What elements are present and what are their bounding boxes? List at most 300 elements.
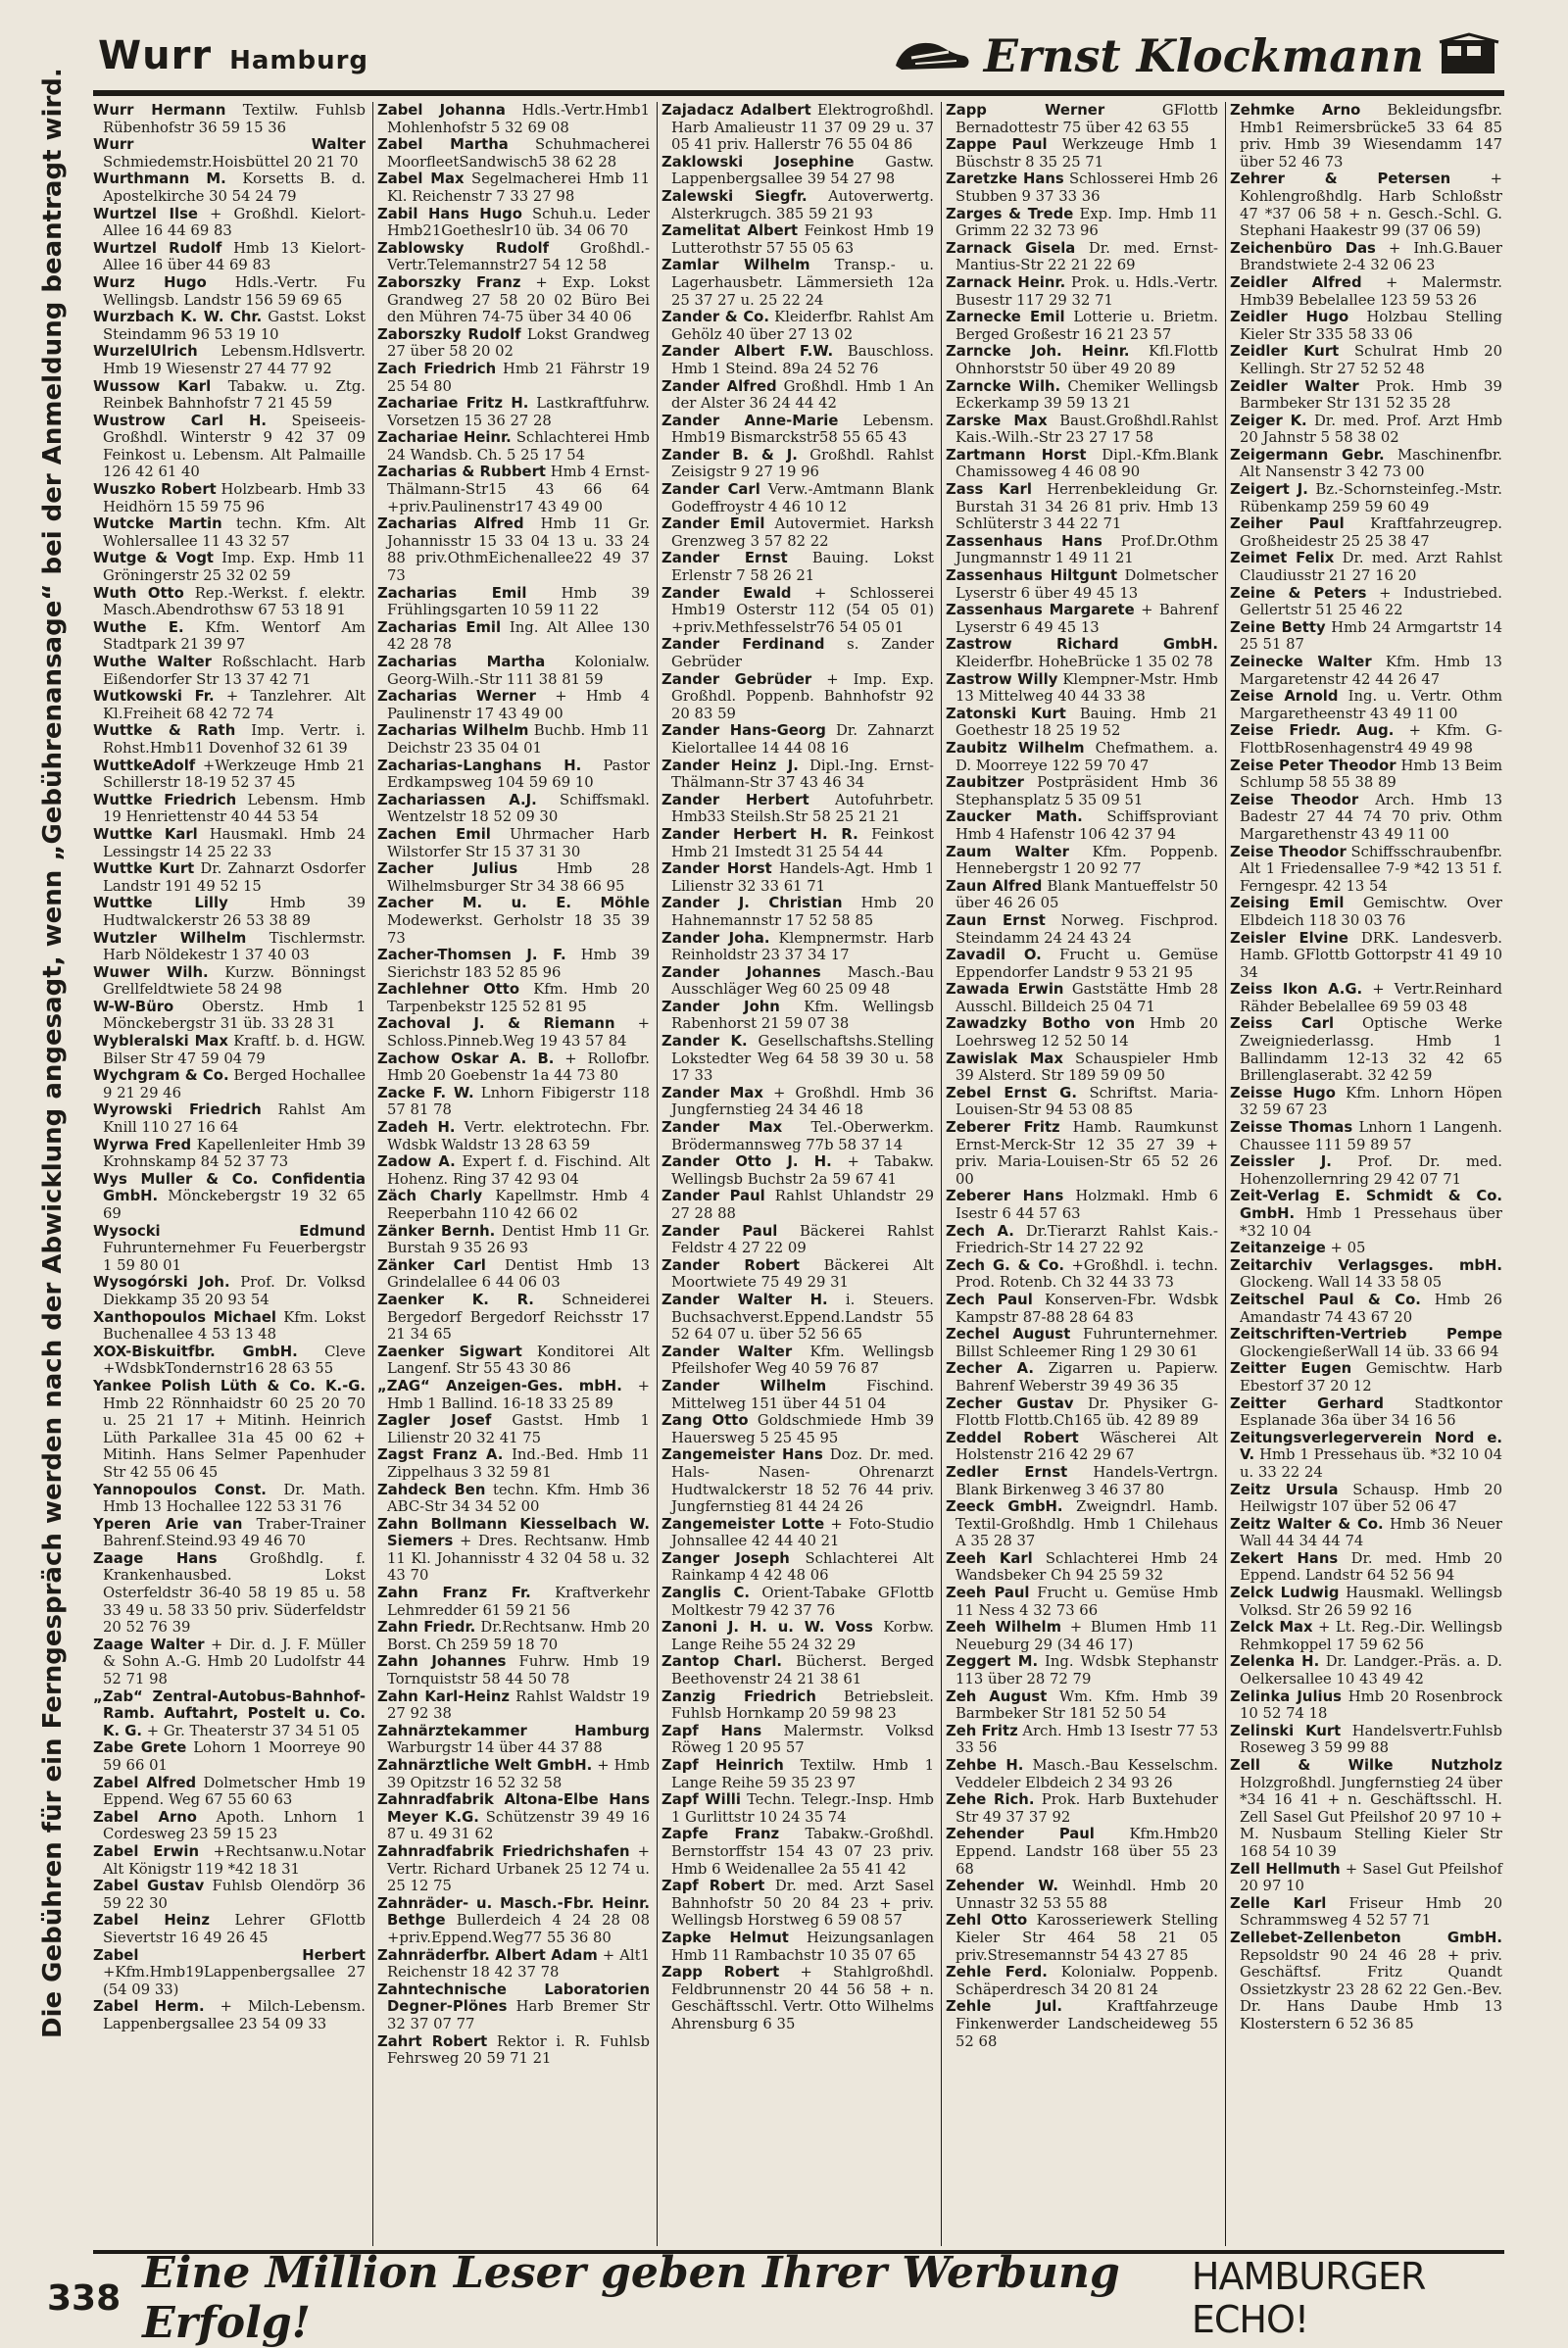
entry-name: Zabe Grete bbox=[93, 1739, 187, 1757]
directory-entry bbox=[377, 1153, 650, 1188]
directory-entry bbox=[377, 1085, 650, 1119]
entry-name: Zahnradfabrik Altona-Elbe Hans Meyer K.G. bbox=[377, 1791, 650, 1826]
directory-entry bbox=[377, 1947, 650, 1981]
entry-details: Kfm. Wentorf Am Stadtpark 21 39 97 bbox=[103, 618, 366, 654]
directory-entry bbox=[946, 1688, 1218, 1723]
entry-details: + Industriebed. Gellertstr 51 25 46 22 bbox=[1240, 584, 1502, 619]
entry-details: Klempnermstr. Harb Reinholdstr 23 37 34 17 bbox=[671, 929, 934, 964]
entry-name: Zander Joha. bbox=[662, 929, 770, 947]
entry-details: Modewerkst. Gerholstr 18 35 39 73 bbox=[387, 911, 650, 947]
directory-entry bbox=[377, 722, 650, 757]
directory-entry bbox=[377, 1723, 650, 1757]
entry-details: Vertr. elektrotechn. Fbr. Wdsbk Waldstr 13 28 63 59 bbox=[387, 1119, 650, 1153]
entry-name: Zabel Heinz bbox=[93, 1912, 210, 1930]
entry-name: Zehe Rich. bbox=[946, 1791, 1035, 1809]
directory-entry bbox=[93, 758, 366, 792]
directory-entry bbox=[946, 636, 1218, 670]
entry-name: Zander J. Christian bbox=[662, 895, 843, 912]
entry-details: Dr. Zahnarzt Kielortallee 14 44 08 16 bbox=[671, 722, 934, 757]
directory-entry bbox=[662, 1412, 934, 1446]
directory-entry bbox=[377, 860, 650, 895]
entry-name: Zabel Max bbox=[377, 171, 465, 188]
entry-name: Zachariae Fritz H. bbox=[377, 395, 529, 413]
entry-name: Zeitter Gerhard bbox=[1230, 1394, 1384, 1412]
entry-details: Hdls.-Vertr. Fu Wellingsb. Landstr 156 59 69 65 bbox=[103, 273, 366, 309]
directory-entry bbox=[946, 1998, 1218, 2050]
entry-name: Wurthmann M. bbox=[93, 171, 226, 188]
entry-name: Zacharias-Langhans H. bbox=[377, 757, 582, 774]
entry-details: Handels-Agt. Hmb 1 Lilienstr 32 33 61 71 bbox=[671, 860, 934, 895]
directory-entry bbox=[662, 1550, 934, 1585]
entry-name: Zeissler J. bbox=[1230, 1153, 1332, 1171]
entry-details: Apoth. Lnhorn 1 Cordesweg 23 59 15 23 bbox=[103, 1808, 366, 1843]
entry-name: Wuttke Karl bbox=[93, 825, 198, 843]
entry-details: Karosseriewerk Stelling Kieler Str 464 58 21 05 priv.Stresemannstr 54 43 27 85 bbox=[956, 1912, 1218, 1964]
entry-name: Zander Emil bbox=[662, 515, 765, 533]
entry-name: Zänker Bernh. bbox=[377, 1222, 496, 1240]
entry-details: Hmb 39 Sierichstr 183 52 85 96 bbox=[387, 947, 650, 981]
directory-entry bbox=[93, 1998, 366, 2032]
entry-details: +Großhdl. i. techn. Prod. Rotenb. Ch 32 44 33 73 bbox=[956, 1256, 1218, 1292]
directory-entry bbox=[946, 706, 1218, 740]
entry-name: Zehender Paul bbox=[946, 1826, 1095, 1843]
entry-details: Schlachterei Hmb 24 Wandsb. Ch. 5 25 17 54 bbox=[387, 429, 650, 464]
entry-details: Kolonialw. Georg-Wilh.-Str 111 38 81 59 bbox=[387, 654, 650, 688]
entry-name: Zäch Charly bbox=[377, 1188, 483, 1205]
entry-details: Schulrat Hmb 20 Kellingh. Str 27 52 52 48 bbox=[1240, 343, 1502, 377]
entry-details: Handelsvertr.Fuhlsb Roseweg 3 59 99 88 bbox=[1240, 1722, 1502, 1757]
entry-name: Zahn Karl-Heinz bbox=[377, 1688, 510, 1705]
directory-entry bbox=[377, 1981, 650, 2033]
entry-details: Schausp. Hmb 20 Heilwigstr 107 über 52 06 47 bbox=[1240, 1481, 1502, 1516]
entry-details: Hmb 20 Loehrsweg 12 52 50 14 bbox=[956, 1015, 1218, 1051]
directory-entry bbox=[662, 481, 934, 515]
entry-name: Zelck Ludwig bbox=[1230, 1585, 1340, 1602]
directory-entry bbox=[946, 1085, 1218, 1119]
directory-entry bbox=[946, 1119, 1218, 1188]
entry-details: Schneiderei Bergedorf Bergedorf Reichsstr 17 21 34 65 bbox=[387, 1291, 650, 1344]
directory-entry bbox=[946, 1619, 1218, 1653]
entry-name: Zang Otto bbox=[662, 1412, 749, 1430]
entry-name: Zeh August bbox=[946, 1688, 1048, 1705]
entry-name: Zeitanzeige bbox=[1230, 1240, 1326, 1257]
entry-details: Hmb 20 Rosenbrock 10 52 74 18 bbox=[1240, 1688, 1502, 1723]
entry-details: Hmb 21 Fährstr 19 25 54 80 bbox=[387, 360, 650, 395]
entry-name: Zander Otto J. H. bbox=[662, 1153, 832, 1171]
entry-details: Frucht u. Gemüse Hmb 11 Ness 4 32 73 66 bbox=[956, 1585, 1218, 1619]
directory-entry bbox=[1230, 240, 1502, 274]
entry-details: Segelmacherei Hmb 11 Kl. Reichenstr 7 33 27 98 bbox=[387, 171, 650, 205]
entry-name: Wutkowski Fr. bbox=[93, 688, 215, 706]
column-divider bbox=[941, 102, 942, 2246]
entry-details: Gastw. Lappenbergsallee 39 54 27 98 bbox=[671, 153, 934, 188]
directory-entry bbox=[377, 1344, 650, 1378]
directory-entry bbox=[946, 274, 1218, 309]
entry-details: + Alt1 Reichenstr 18 42 37 78 bbox=[387, 1946, 650, 1981]
entry-name: Zander Paul bbox=[662, 1188, 765, 1205]
entry-details: + Inh.G.Bauer Brandstwiete 2-4 32 06 23 bbox=[1240, 239, 1502, 274]
entry-details: Kfm. Hmb 13 Margaretenstr 42 44 26 47 bbox=[1240, 654, 1502, 688]
entry-details: + Tanzlehrer. Alt Kl.Freiheit 68 42 72 74 bbox=[103, 688, 366, 722]
entry-details: Kfm. Lokst Buchenallee 4 53 13 48 bbox=[103, 1308, 366, 1344]
directory-entry bbox=[377, 361, 650, 395]
entry-details: Doz. Dr. med. Hals- Nasen- Ohrenarzt Hudtwalckerstr 18 52 76 44 priv. Jungfernstieg 81 44 24 26 bbox=[671, 1446, 934, 1516]
entry-details: +Werkzeuge Hmb 21 Schillerstr 18-19 52 37 45 bbox=[103, 757, 366, 792]
entry-details: Schauspieler Hmb 39 Alsterd. Str 189 59 09 50 bbox=[956, 1050, 1218, 1085]
entry-name: Zeine & Peters bbox=[1230, 584, 1367, 602]
entry-name: Zander B. & J. bbox=[662, 446, 798, 464]
directory-entry bbox=[377, 758, 650, 792]
entry-details: Buchb. Hmb 11 Deichstr 23 35 04 01 bbox=[387, 722, 650, 757]
entry-details: Lotterie u. Brietm. Berged Großestr 16 21 23 57 bbox=[956, 309, 1218, 343]
directory-entry bbox=[1230, 895, 1502, 929]
directory-entry bbox=[377, 1843, 650, 1895]
entry-details: Schiffsschraubenfbr. Alt 1 Friedensallee 7-9 *42 13 51 f. Ferngespr. 42 13 54 bbox=[1240, 843, 1502, 895]
directory-entry bbox=[946, 1188, 1218, 1222]
entry-name: Wurz Hugo bbox=[93, 273, 207, 291]
entry-details: + Bahrenf Lyserstr 6 49 45 13 bbox=[956, 602, 1218, 636]
directory-entry bbox=[1230, 1360, 1502, 1394]
directory-entry bbox=[946, 378, 1218, 413]
directory-entry bbox=[93, 585, 366, 619]
directory-entry bbox=[93, 1809, 366, 1843]
entry-details: + Hmb 1 Ballind. 16-18 33 25 89 bbox=[387, 1377, 650, 1412]
entry-name: Zander K. bbox=[662, 1033, 748, 1051]
directory-entry bbox=[1230, 1516, 1502, 1550]
directory-entry bbox=[1230, 1550, 1502, 1585]
entry-details: Rep.-Werkst. f. elektr. Masch.Abendrothsw 67 53 18 91 bbox=[103, 584, 366, 619]
entry-name: Zachlehner Otto bbox=[377, 981, 520, 999]
entry-name: Zeitz Ursula bbox=[1230, 1481, 1339, 1498]
entry-name: Zeimet Felix bbox=[1230, 550, 1335, 567]
entry-details: Kfm. Poppenb. Hennebergstr 1 20 92 77 bbox=[956, 843, 1218, 878]
entry-details: Orient-Tabake GFlottb Moltkestr 79 42 37 76 bbox=[671, 1585, 934, 1619]
entry-name: Wysogórski Joh. bbox=[93, 1274, 230, 1292]
entry-details: + Exp. Lokst Grandweg 27 58 20 02 Büro Bei den Mühren 74-75 über 34 40 06 bbox=[387, 273, 650, 326]
entry-name: Zeitter Eugen bbox=[1230, 1360, 1352, 1378]
entry-details: Lnhorn Fibigerstr 118 57 81 78 bbox=[387, 1084, 650, 1119]
directory-entry bbox=[662, 1292, 934, 1344]
entry-details: Feinkost Hmb 19 Lutterothstr 57 55 05 63 bbox=[671, 222, 934, 257]
directory-entry bbox=[946, 1395, 1218, 1430]
entry-details: Schmiedemstr.Hoisbüttel 20 21 70 bbox=[103, 153, 359, 171]
directory-entry bbox=[377, 1791, 650, 1843]
entry-name: Zeisse Thomas bbox=[1230, 1119, 1353, 1137]
entry-details: Großhdlg. f. Krankenhausbed. Lokst Osterfeldstr 36-40 58 19 85 u. 58 33 49 u. 58 33 50 priv. Süderfeldstr 20 52 76 39 bbox=[103, 1549, 366, 1637]
entry-name: Wybleralski Max bbox=[93, 1033, 228, 1051]
directory-entry bbox=[946, 602, 1218, 636]
directory-entry bbox=[93, 1550, 366, 1637]
entry-name: Zarnack Heinr. bbox=[946, 273, 1066, 291]
directory-entry bbox=[946, 1826, 1218, 1878]
directory-entry bbox=[1230, 1723, 1502, 1757]
directory-entry bbox=[93, 1223, 366, 1275]
directory-entry bbox=[377, 464, 650, 515]
directory-entry bbox=[1230, 1861, 1502, 1895]
entry-name: Zeggert M. bbox=[946, 1653, 1039, 1671]
entry-name: Zeigermann Gebr. bbox=[1230, 446, 1385, 464]
directory-entry bbox=[93, 619, 366, 654]
entry-name: Zeise Friedr. Aug. bbox=[1230, 722, 1395, 740]
entry-name: Zeigert J. bbox=[1230, 481, 1308, 499]
entry-details: Oberstz. Hmb 1 Mönckebergstr 31 üb. 33 28 31 bbox=[103, 998, 366, 1033]
directory-entry bbox=[93, 688, 366, 722]
entry-details: Bz.-Schornsteinfeg.-Mstr. Rübenkamp 259 59 60 49 bbox=[1240, 481, 1502, 515]
directory-entry bbox=[662, 671, 934, 723]
entry-details: GFlottb Bernadottestr 75 über 42 63 55 bbox=[956, 102, 1218, 136]
directory-entry bbox=[662, 999, 934, 1033]
directory-entry bbox=[93, 1947, 366, 1999]
entry-name: Zeise Theodor bbox=[1230, 843, 1347, 860]
entry-name: Zajadacz Adalbert bbox=[662, 102, 811, 119]
directory-entry bbox=[662, 343, 934, 377]
entry-details: + Imp. Exp. Großhdl. Poppenb. Bahnhofstr 92 20 83 59 bbox=[671, 670, 934, 722]
entry-name: Zalewski Siegfr. bbox=[662, 187, 808, 205]
entry-details: Rahlst Am Knill 110 27 16 64 bbox=[103, 1101, 366, 1137]
entry-name: Zeidler Kurt bbox=[1230, 343, 1340, 361]
entry-details: Arch. Hmb 13 Badestr 27 44 74 70 priv. Othm Margarethenstr 43 49 11 00 bbox=[1240, 791, 1502, 843]
directory-entry bbox=[662, 1964, 934, 2032]
entry-details: Optische Werke Zweigniederlassg. Hmb 1 Ballindamm 12-13 32 42 65 Brillenglaserabt. 32 42 59 bbox=[1240, 1015, 1502, 1085]
page-number: 338 bbox=[47, 2277, 122, 2319]
entry-details: s. Zander Gebrüder bbox=[671, 636, 934, 670]
directory-entry bbox=[93, 309, 366, 343]
entry-name: Wuthe E. bbox=[93, 618, 184, 636]
entry-details: Elektrogroßhdl. Harb Amalieustr 11 37 09 29 u. 37 05 41 priv. Hallerstr 76 55 04 86 bbox=[671, 102, 934, 154]
entry-details: Chefmathem. a. D. Moorreye 122 59 70 47 bbox=[956, 739, 1218, 774]
entry-details: Maschinenfbr. Alt Nansenstr 3 42 73 00 bbox=[1240, 446, 1502, 481]
directory-entry bbox=[662, 1757, 934, 1791]
entry-name: Zander Carl bbox=[662, 481, 760, 499]
directory-entry bbox=[662, 1826, 934, 1878]
entry-name: Wurtzel Rudolf bbox=[93, 239, 222, 257]
directory-entry bbox=[1230, 447, 1502, 481]
entry-name: Zebel Ernst G. bbox=[946, 1084, 1077, 1101]
entry-name: Zeeh Paul bbox=[946, 1585, 1030, 1602]
directory-entry bbox=[377, 326, 650, 361]
entry-details: Imp. Vertr. i. Rohst.Hmb11 Dovenhof 32 61 39 bbox=[103, 722, 366, 757]
entry-details: + Rollofbr. Hmb 20 Goebenstr 1a 44 73 80 bbox=[387, 1050, 650, 1085]
entry-name: Wuthe Walter bbox=[93, 654, 212, 670]
entry-details: Hmb 22 Rönnhaidstr 60 25 20 70 u. 25 21 17 + Mitinh. Heinrich Lüth Parkallee 31a 45 00 62 + Mitinh. Hans Selmer Papenhuder Str 42 55 06 45 bbox=[103, 1394, 366, 1481]
entry-details: Dentist Hmb 13 Grindelallee 6 44 06 03 bbox=[387, 1256, 650, 1292]
directory-entry bbox=[93, 792, 366, 826]
entry-details: Feinkost Hmb 21 Imstedt 31 25 54 44 bbox=[671, 825, 934, 860]
entry-name: Zeiger K. bbox=[1230, 412, 1307, 429]
entry-details: Dipl.-Ing. Ernst-Thälmann-Str 37 43 46 34 bbox=[671, 757, 934, 792]
entry-details: + 05 bbox=[1330, 1240, 1366, 1257]
directory-entry bbox=[1230, 1653, 1502, 1688]
entry-name: Wutzler Wilhelm bbox=[93, 929, 247, 947]
entry-details: Hmb 24 Armgartstr 14 25 51 87 bbox=[1240, 618, 1502, 654]
entry-name: Zacharias Wilhelm bbox=[377, 722, 529, 740]
entry-details: Bäckerei Alt Moortwiete 75 49 29 31 bbox=[671, 1256, 934, 1292]
entry-name: Zavadil O. bbox=[946, 947, 1042, 964]
entry-name: Zach Friedrich bbox=[377, 360, 497, 377]
directory-entry bbox=[946, 1430, 1218, 1464]
entry-details: Kraftverkehr Lehmredder 61 59 21 56 bbox=[387, 1585, 650, 1619]
entry-details: Konserven-Fbr. Wdsbk Kampstr 87-88 28 64 83 bbox=[956, 1291, 1218, 1326]
entry-details: + Großhdl. Hmb 36 Jungfernstieg 24 34 46 18 bbox=[671, 1084, 934, 1119]
entry-details: Textilw. Fuhlsb Rübenhofstr 36 59 15 36 bbox=[103, 102, 366, 136]
entry-details: + Blumen Hmb 11 Neueburg 29 (34 46 17) bbox=[956, 1619, 1218, 1653]
entry-name: Wyrowski Friedrich bbox=[93, 1101, 262, 1119]
directory-entry bbox=[93, 102, 366, 136]
entry-details: Glockeng. Wall 14 33 58 05 bbox=[1240, 1274, 1443, 1292]
entry-details: Hdls.-Vertr.Hmb1 Mohlenhofstr 5 32 69 08 bbox=[387, 102, 650, 136]
entry-details: Herrenbekleidung Gr. Burstah 31 34 26 81 priv. Hmb 13 Schlüterstr 3 44 22 71 bbox=[956, 481, 1218, 533]
entry-name: Zamlar Wilhelm bbox=[662, 257, 810, 274]
entry-name: Zacharias Werner bbox=[377, 688, 536, 706]
directory-entry bbox=[377, 654, 650, 688]
entry-name: Zaretzke Hans bbox=[946, 171, 1064, 188]
entry-name: Zander Ewald bbox=[662, 584, 792, 602]
directory-entry bbox=[1230, 515, 1502, 550]
column-divider bbox=[372, 102, 373, 2246]
entry-details: Dentist Hmb 11 Gr. Burstah 9 35 26 93 bbox=[387, 1222, 650, 1257]
entry-name: Zachoval J. & Riemann bbox=[377, 1015, 615, 1033]
entry-details: Ing. Alt Allee 130 42 28 78 bbox=[387, 618, 650, 654]
entry-details: Klempner-Mstr. Hmb 13 Mittelweg 40 44 33 38 bbox=[956, 670, 1219, 706]
directory-entry bbox=[93, 515, 366, 550]
entry-details: Gaststätte Hmb 28 Ausschl. Billdeich 25 04 71 bbox=[956, 981, 1218, 1015]
entry-details: Holzbearb. Hmb 33 Heidhörn 15 59 75 96 bbox=[103, 481, 366, 515]
directory-entry bbox=[662, 964, 934, 999]
entry-name: Zeise Theodor bbox=[1230, 791, 1359, 808]
entry-name: Zacher M. u. E. Möhle bbox=[377, 895, 650, 912]
entry-name: Zelle Karl bbox=[1230, 1894, 1327, 1912]
directory-entry bbox=[377, 1585, 650, 1619]
entry-name: Zech A. bbox=[946, 1222, 1014, 1240]
entry-details: Rahlst Uhlandstr 29 27 28 88 bbox=[671, 1188, 934, 1222]
entry-name: Zaun Alfred bbox=[946, 877, 1043, 895]
entry-name: Zeh Fritz bbox=[946, 1722, 1018, 1739]
directory-entry bbox=[946, 1051, 1218, 1085]
entry-name: Zaucker Math. bbox=[946, 808, 1083, 826]
entry-name: Zander Herbert H. R. bbox=[662, 825, 858, 843]
directory-entry bbox=[93, 999, 366, 1033]
directory-entry bbox=[946, 1757, 1218, 1791]
entry-name: Zehbe H. bbox=[946, 1757, 1024, 1774]
directory-entry bbox=[946, 947, 1218, 981]
entry-details: Dipl.-Kfm.Blank Chamissoweg 4 46 08 90 bbox=[956, 446, 1218, 481]
running-title bbox=[98, 33, 368, 78]
entry-details: Kfm. Lnhorn Höpen 32 59 67 23 bbox=[1240, 1084, 1502, 1119]
entry-name: Zaun Ernst bbox=[946, 911, 1046, 929]
entry-details: + Foto-Studio Johnsallee 42 44 40 21 bbox=[671, 1515, 934, 1550]
directory-entry bbox=[377, 1895, 650, 1947]
entry-name: Zangemeister Lotte bbox=[662, 1515, 825, 1533]
directory-entry bbox=[1230, 1119, 1502, 1153]
entry-name: Zabel Arno bbox=[93, 1808, 197, 1826]
directory-entry bbox=[377, 136, 650, 171]
directory-entry bbox=[93, 722, 366, 757]
entry-name: Zagst Franz A. bbox=[377, 1446, 504, 1464]
entry-name: Zawislak Max bbox=[946, 1050, 1063, 1067]
advertiser-brand bbox=[892, 29, 1504, 82]
entry-details: Lohorn 1 Moorreye 90 59 66 01 bbox=[103, 1739, 366, 1774]
entry-details: Lebensm.Hdlsvertr. Hmb 19 Wiesenstr 27 44 77 92 bbox=[103, 343, 366, 377]
entry-details: Ind.-Bed. Hmb 11 Zippelhaus 3 32 59 81 bbox=[387, 1446, 650, 1481]
directory-entry bbox=[1230, 654, 1502, 688]
entry-name: Zabel Johanna bbox=[377, 102, 506, 119]
entry-name: Wuwer Wilh. bbox=[93, 963, 209, 981]
directory-entry bbox=[377, 1051, 650, 1085]
entry-details: Ing. Wdsbk Stephanstr 113 über 28 72 79 bbox=[956, 1653, 1218, 1688]
entry-details: Rektor i. R. Fuhlsb Fehrsweg 20 59 71 21 bbox=[387, 2032, 650, 2068]
entry-name: Wuttke & Rath bbox=[93, 722, 236, 740]
entry-name: Zabil Hans Hugo bbox=[377, 205, 522, 222]
directory-entry bbox=[93, 1739, 366, 1774]
directory-entry bbox=[946, 671, 1218, 706]
entry-details: + Tabakw. Wellingsb Buchstr 2a 59 67 41 bbox=[671, 1153, 934, 1188]
entry-name: Zeeh Wilhelm bbox=[946, 1619, 1062, 1637]
entry-name: Zass Karl bbox=[946, 481, 1032, 499]
entry-name: Zeine Betty bbox=[1230, 618, 1326, 636]
directory-entry bbox=[662, 826, 934, 860]
entry-details: Tabakw. u. Ztg. Reinbek Bahnhofstr 7 21 45 59 bbox=[103, 377, 366, 413]
entry-details: Großhdl. Rahlst Zeisigstr 9 27 19 96 bbox=[671, 446, 934, 481]
entry-details: Dr. med. Hmb 20 Eppend. Landstr 64 52 56 94 bbox=[1240, 1549, 1502, 1585]
entry-details: Lastkraftfuhrw. Vorsetzen 15 36 27 28 bbox=[387, 395, 650, 429]
entry-details: Wm. Kfm. Hmb 39 Barmbeker Str 181 52 50 54 bbox=[956, 1688, 1218, 1723]
entry-name: Zänker Carl bbox=[377, 1256, 486, 1274]
directory-entry bbox=[946, 567, 1218, 602]
entry-details: Dr. Math. Hmb 13 Hochallee 122 53 31 76 bbox=[103, 1481, 366, 1516]
entry-details: Betriebsleit. Fuhlsb Hornkamp 20 59 98 23 bbox=[671, 1688, 934, 1723]
directory-entry bbox=[377, 1292, 650, 1344]
entry-details: Hausmakl. Hmb 24 Lessingstr 14 25 22 33 bbox=[103, 825, 367, 860]
directory-entry bbox=[377, 792, 650, 826]
directory-entry bbox=[1230, 1619, 1502, 1653]
directory-entry bbox=[93, 136, 366, 171]
entry-name: Zagler Josef bbox=[377, 1412, 492, 1430]
entry-name: Zedler Ernst bbox=[946, 1463, 1068, 1481]
directory-entry bbox=[1230, 1257, 1502, 1292]
directory-entry bbox=[377, 1516, 650, 1585]
directory-entry bbox=[377, 240, 650, 274]
directory-entry bbox=[377, 895, 650, 947]
entry-name: Zeberer Hans bbox=[946, 1188, 1064, 1205]
entry-details: Kraftf. b. d. HGW. Bilser Str 47 59 04 79 bbox=[103, 1033, 366, 1067]
entry-details: Rahlst Waldstr 19 27 92 38 bbox=[387, 1688, 650, 1723]
directory-entry bbox=[1230, 1930, 1502, 2033]
entry-details: Schuh.u. Leder Hmb21Goetheslr10 üb. 34 06 70 bbox=[387, 205, 650, 240]
directory-entry bbox=[377, 688, 650, 722]
entry-name: Zander Walter H. bbox=[662, 1291, 828, 1308]
entry-name: Zaage Walter bbox=[93, 1636, 205, 1653]
entry-name: Wuttke Lilly bbox=[93, 895, 228, 912]
entry-name: Zeise Arnold bbox=[1230, 688, 1339, 706]
directory-entry bbox=[662, 1653, 934, 1688]
entry-details: Gastst. Hmb 1 Lilienstr 20 32 41 75 bbox=[387, 1412, 650, 1446]
entry-details: Dolmetscher Hmb 19 Eppend. Weg 67 55 60 63 bbox=[103, 1774, 367, 1809]
entry-name: Zaenker K. R. bbox=[377, 1291, 534, 1308]
entry-name: Zaubitz Wilhelm bbox=[946, 739, 1085, 757]
entry-details: Gastst. Lokst Steindamm 96 53 19 10 bbox=[103, 309, 366, 343]
entry-name: Zacharias Martha bbox=[377, 654, 546, 670]
directory-entry bbox=[662, 1878, 934, 1930]
entry-details: Roßschlacht. Harb Eißendorfer Str 13 37 42 71 bbox=[103, 654, 366, 688]
entry-name: Zeisse Hugo bbox=[1230, 1084, 1336, 1101]
brand-name: Ernst Klockmann bbox=[983, 29, 1424, 82]
entry-details: Verw.-Amtmann Blank Godeffroystr 4 46 10 12 bbox=[671, 481, 934, 515]
entry-name: Zander Johannes bbox=[662, 963, 821, 981]
directory-entry bbox=[946, 981, 1218, 1015]
directory-entry bbox=[377, 1223, 650, 1257]
entry-name: Yperen Arie van bbox=[93, 1515, 243, 1533]
entry-name: Zantop Charl. bbox=[662, 1653, 783, 1671]
